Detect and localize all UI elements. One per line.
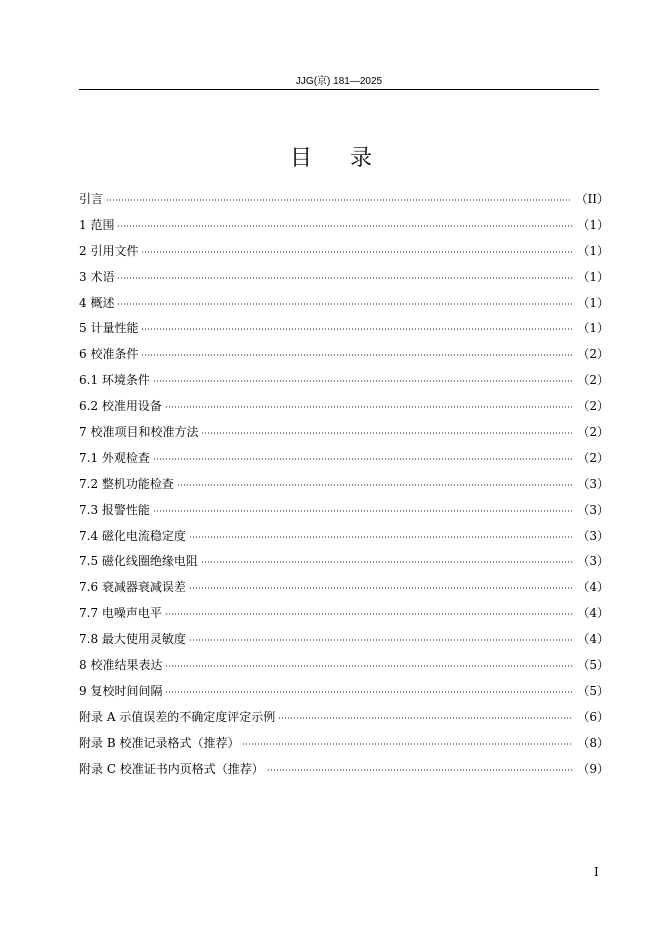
toc-entry-label: 9 复校时间间隔 (79, 683, 163, 698)
toc-entry[interactable] (79, 267, 609, 293)
toc-entry[interactable] (79, 422, 609, 448)
toc-entry[interactable] (79, 293, 609, 319)
toc-entry-page: （II） (575, 192, 609, 206)
toc-entry[interactable] (79, 577, 609, 603)
toc-dot-leader (242, 741, 573, 747)
toc-entry[interactable] (79, 318, 609, 344)
toc-entry[interactable] (79, 189, 609, 215)
toc-entry-page: （1） (577, 269, 609, 284)
toc-entry[interactable] (79, 681, 609, 707)
toc-entry-label: 5 计量性能 (79, 321, 139, 336)
toc-entry[interactable] (79, 474, 609, 500)
toc-dot-leader (278, 715, 573, 721)
toc-entry-page: （3） (577, 554, 609, 569)
toc-dot-leader (189, 637, 573, 643)
toc-entry[interactable] (79, 629, 609, 655)
toc-entry[interactable] (79, 396, 609, 422)
toc-dot-leader (153, 508, 573, 514)
toc-entry-page: （4） (577, 580, 609, 595)
toc-entry-page: （2） (577, 425, 609, 440)
toc-dot-leader (165, 611, 573, 617)
toc-dot-leader (201, 559, 573, 565)
toc-entry-label: 附录 C 校准证书内页格式（推荐） (79, 761, 264, 776)
page-title: 目录 (289, 146, 410, 171)
toc-entry-label: 2 引用文件 (79, 243, 139, 258)
toc-entry[interactable] (79, 241, 609, 267)
toc-entry-page: （3） (577, 502, 609, 517)
toc-entry[interactable] (79, 603, 609, 629)
toc-dot-leader (189, 534, 573, 540)
toc-entry-label: 附录 B 校准记录格式（推荐） (79, 735, 240, 750)
toc-entry[interactable] (79, 370, 609, 396)
toc-entry-page: （4） (577, 606, 609, 621)
toc-entry[interactable] (79, 215, 609, 241)
toc-entry-label: 7.5 磁化线圈绝缘电阻 (79, 554, 198, 569)
toc-entry-label: 附录 A 示值误差的不确定度评定示例 (79, 709, 276, 724)
table-of-contents (79, 189, 609, 784)
toc-entry-page: （3） (577, 476, 609, 491)
toc-dot-leader (153, 378, 573, 384)
toc-entry-page: （2） (577, 373, 609, 388)
toc-dot-leader (165, 404, 573, 410)
toc-entry-page: （1） (577, 243, 609, 258)
toc-entry[interactable] (79, 733, 609, 759)
toc-dot-leader (189, 585, 573, 591)
toc-entry-page: （2） (577, 399, 609, 414)
toc-entry-page: （8） (577, 735, 609, 750)
page-header: JJG(京) 181—2025 (295, 76, 383, 87)
toc-entry-label: 7.4 磁化电流稳定度 (79, 528, 186, 543)
toc-entry-label: 7.8 最大使用灵敏度 (79, 632, 186, 647)
toc-dot-leader (106, 197, 572, 203)
toc-entry-label: 1 范围 (79, 217, 115, 232)
toc-dot-leader (165, 663, 573, 669)
toc-entry-page: （9） (577, 761, 609, 776)
toc-entry-page: （5） (577, 658, 609, 673)
toc-entry-page: （2） (577, 450, 609, 465)
toc-entry[interactable] (79, 526, 609, 552)
toc-entry-page: （5） (577, 683, 609, 698)
toc-entry-page: （3） (577, 528, 609, 543)
toc-dot-leader (141, 249, 573, 255)
toc-entry-label: 7.2 整机功能检查 (79, 476, 174, 491)
toc-entry-label: 引言 (79, 192, 104, 206)
toc-dot-leader (117, 223, 573, 229)
toc-entry-label: 7 校准项目和校准方法 (79, 425, 199, 440)
toc-entry-label: 7.6 衰减器衰减误差 (79, 580, 186, 595)
toc-entry-label: 7.3 报警性能 (79, 502, 150, 517)
page-number: I (594, 865, 599, 879)
toc-entry-page: （2） (577, 347, 609, 362)
toc-entry-page: （1） (577, 321, 609, 336)
toc-entry-page: （6） (577, 709, 609, 724)
toc-entry[interactable] (79, 707, 609, 733)
toc-entry-page: （4） (577, 632, 609, 647)
toc-dot-leader (267, 767, 574, 773)
toc-entry-label: 7.1 外观检查 (79, 450, 150, 465)
toc-dot-leader (177, 482, 573, 488)
toc-dot-leader (117, 301, 573, 307)
toc-entry[interactable] (79, 759, 609, 785)
toc-entry[interactable] (79, 655, 609, 681)
toc-entry[interactable] (79, 448, 609, 474)
toc-entry-label: 8 校准结果表达 (79, 658, 163, 673)
toc-entry[interactable] (79, 344, 609, 370)
toc-dot-leader (201, 430, 573, 436)
toc-dot-leader (153, 456, 573, 462)
toc-dot-leader (141, 352, 573, 358)
toc-entry-label: 6 校准条件 (79, 347, 139, 362)
toc-entry[interactable] (79, 500, 609, 526)
toc-dot-leader (141, 326, 573, 332)
toc-dot-leader (117, 275, 573, 281)
toc-entry-label: 7.7 电噪声电平 (79, 606, 162, 621)
toc-entry-page: （1） (577, 295, 609, 310)
toc-entry-label: 4 概述 (79, 295, 115, 310)
toc-entry[interactable] (79, 551, 609, 577)
toc-entry-page: （1） (577, 217, 609, 232)
toc-entry-label: 3 术语 (79, 269, 115, 284)
toc-entry-label: 6.2 校准用设备 (79, 399, 162, 414)
toc-dot-leader (165, 689, 573, 695)
header-rule (79, 89, 599, 90)
toc-entry-label: 6.1 环境条件 (79, 373, 150, 388)
